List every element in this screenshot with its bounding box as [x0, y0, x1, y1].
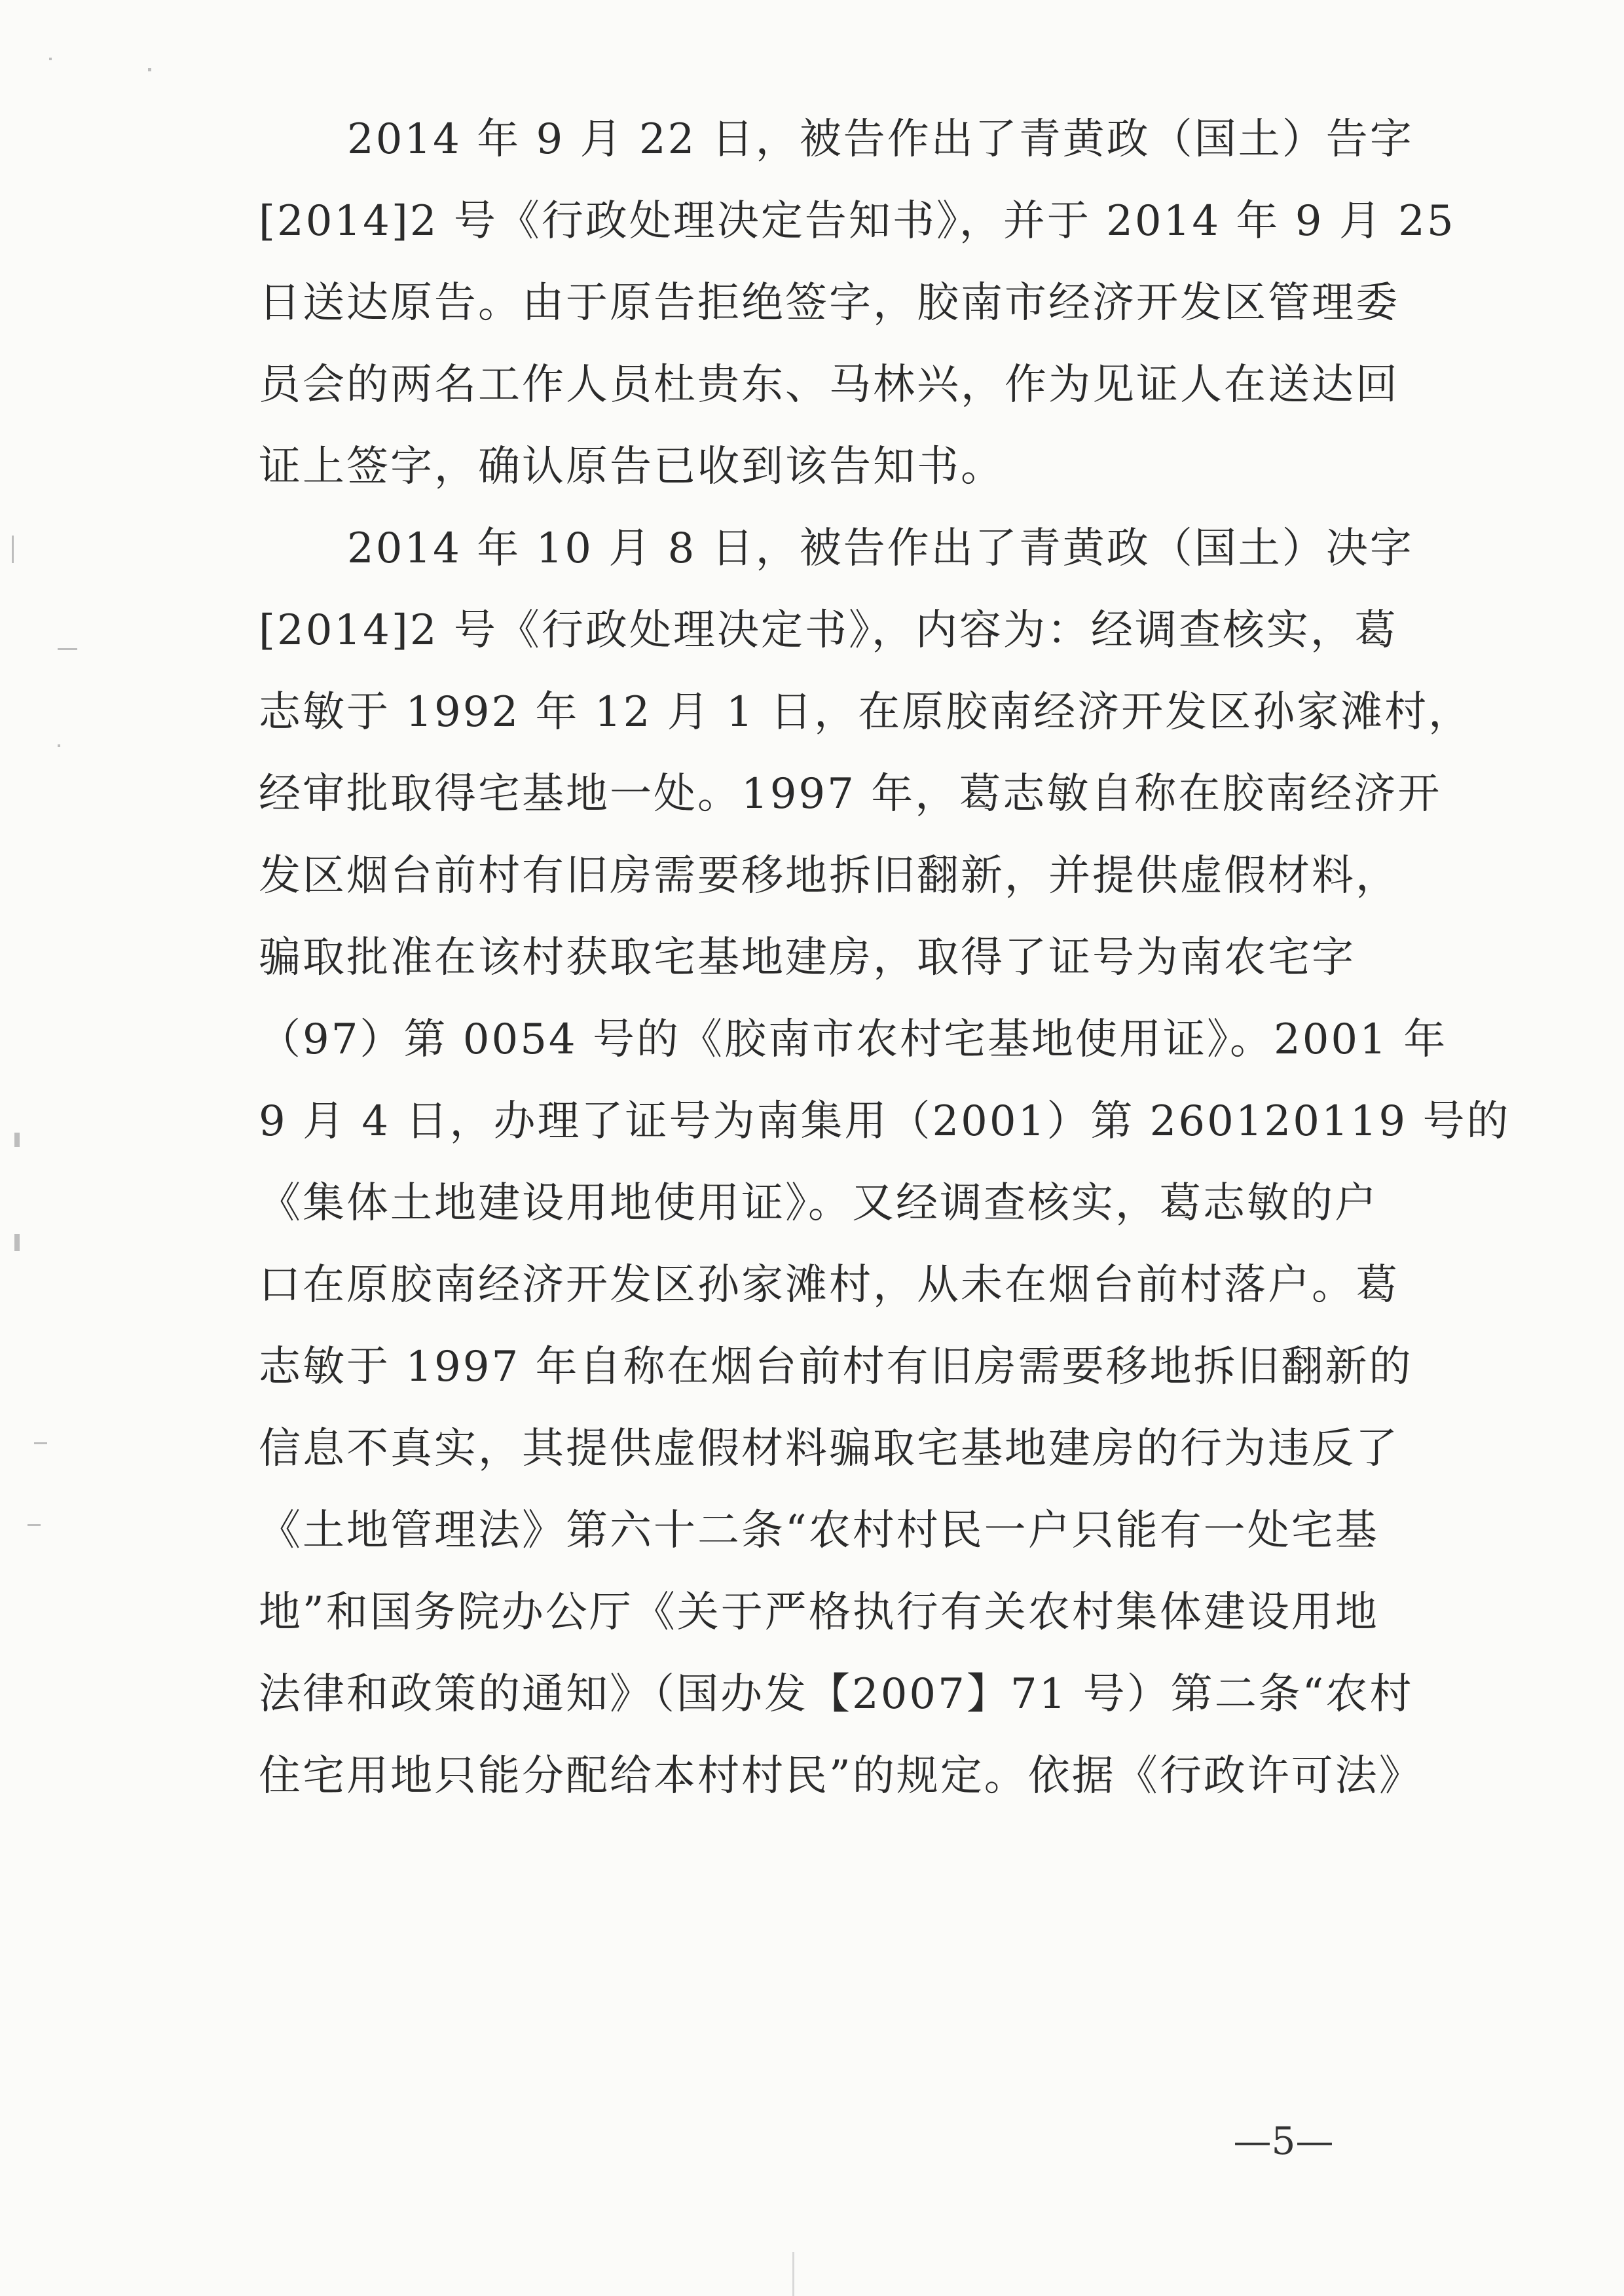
text-line: 9 月 4 日，办理了证号为南集用（2001）第 260120119 号的 [259, 1097, 1511, 1146]
text-line: 经审批取得宅基地一处。1997 年，葛志敏自称在胶南经济开 [259, 770, 1442, 818]
text-line: 法律和政策的通知》（国办发【2007】71 号）第二条“农村 [259, 1670, 1414, 1719]
text-line: 骗取批准在该村获取宅基地建房，取得了证号为南农宅字 [259, 934, 1356, 982]
text-line: 日送达原告。由于原告拒绝签字，胶南市经济开发区管理委 [259, 279, 1399, 327]
text-line: 发区烟台前村有旧房需要移地拆旧翻新，并提供虚假材料， [259, 852, 1399, 900]
text-line: 口在原胶南经济开发区孙家滩村，从未在烟台前村落户。葛 [259, 1261, 1399, 1309]
text-line: [2014]2 号《行政处理决定书》，内容为：经调查核实，葛 [259, 606, 1398, 655]
text-line: 住宅用地只能分配给本村村民”的规定。依据《行政许可法》 [259, 1752, 1423, 1800]
text-line: 地”和国务院办公厅《关于严格执行有关农村集体建设用地 [259, 1588, 1379, 1637]
text-line: 员会的两名工作人员杜贵东、马林兴，作为见证人在送达回 [259, 361, 1399, 409]
text-line: 志敏于 1992 年 12 月 1 日，在原胶南经济开发区孙家滩村， [259, 688, 1473, 737]
text-line: （97）第 0054 号的《胶南市农村宅基地使用证》。2001 年 [259, 1015, 1448, 1064]
text-line: 《集体土地建设用地使用证》。又经调查核实，葛志敏的户 [259, 1179, 1378, 1228]
scan-streak [12, 536, 14, 563]
text-line: 证上签字，确认原告已收到该告知书。 [259, 443, 1005, 491]
text-line: 信息不真实，其提供虚假材料骗取宅基地建房的行为违反了 [259, 1425, 1399, 1473]
scan-streak [28, 1524, 41, 1526]
text-line: 志敏于 1997 年自称在烟台前村有旧房需要移地拆旧翻新的 [259, 1343, 1413, 1391]
scan-speck [14, 1133, 20, 1147]
text-line: 《土地管理法》第六十二条“农村村民一户只能有一处宅基 [259, 1506, 1379, 1555]
scan-speck [58, 744, 60, 747]
text-line: 2014 年 9 月 22 日，被告作出了青黄政（国土）告字 [347, 115, 1414, 164]
scan-streak [58, 648, 77, 650]
scan-streak [34, 1442, 47, 1444]
scan-speck [148, 68, 151, 71]
text-line: [2014]2 号《行政处理决定告知书》，并于 2014 年 9 月 25 [259, 197, 1456, 246]
scan-edge [792, 2252, 794, 2296]
page-number: —5— [1233, 2119, 1334, 2163]
text-line: 2014 年 10 月 8 日，被告作出了青黄政（国土）决字 [347, 524, 1414, 573]
scan-speck [14, 1234, 20, 1251]
scan-speck [49, 58, 52, 60]
